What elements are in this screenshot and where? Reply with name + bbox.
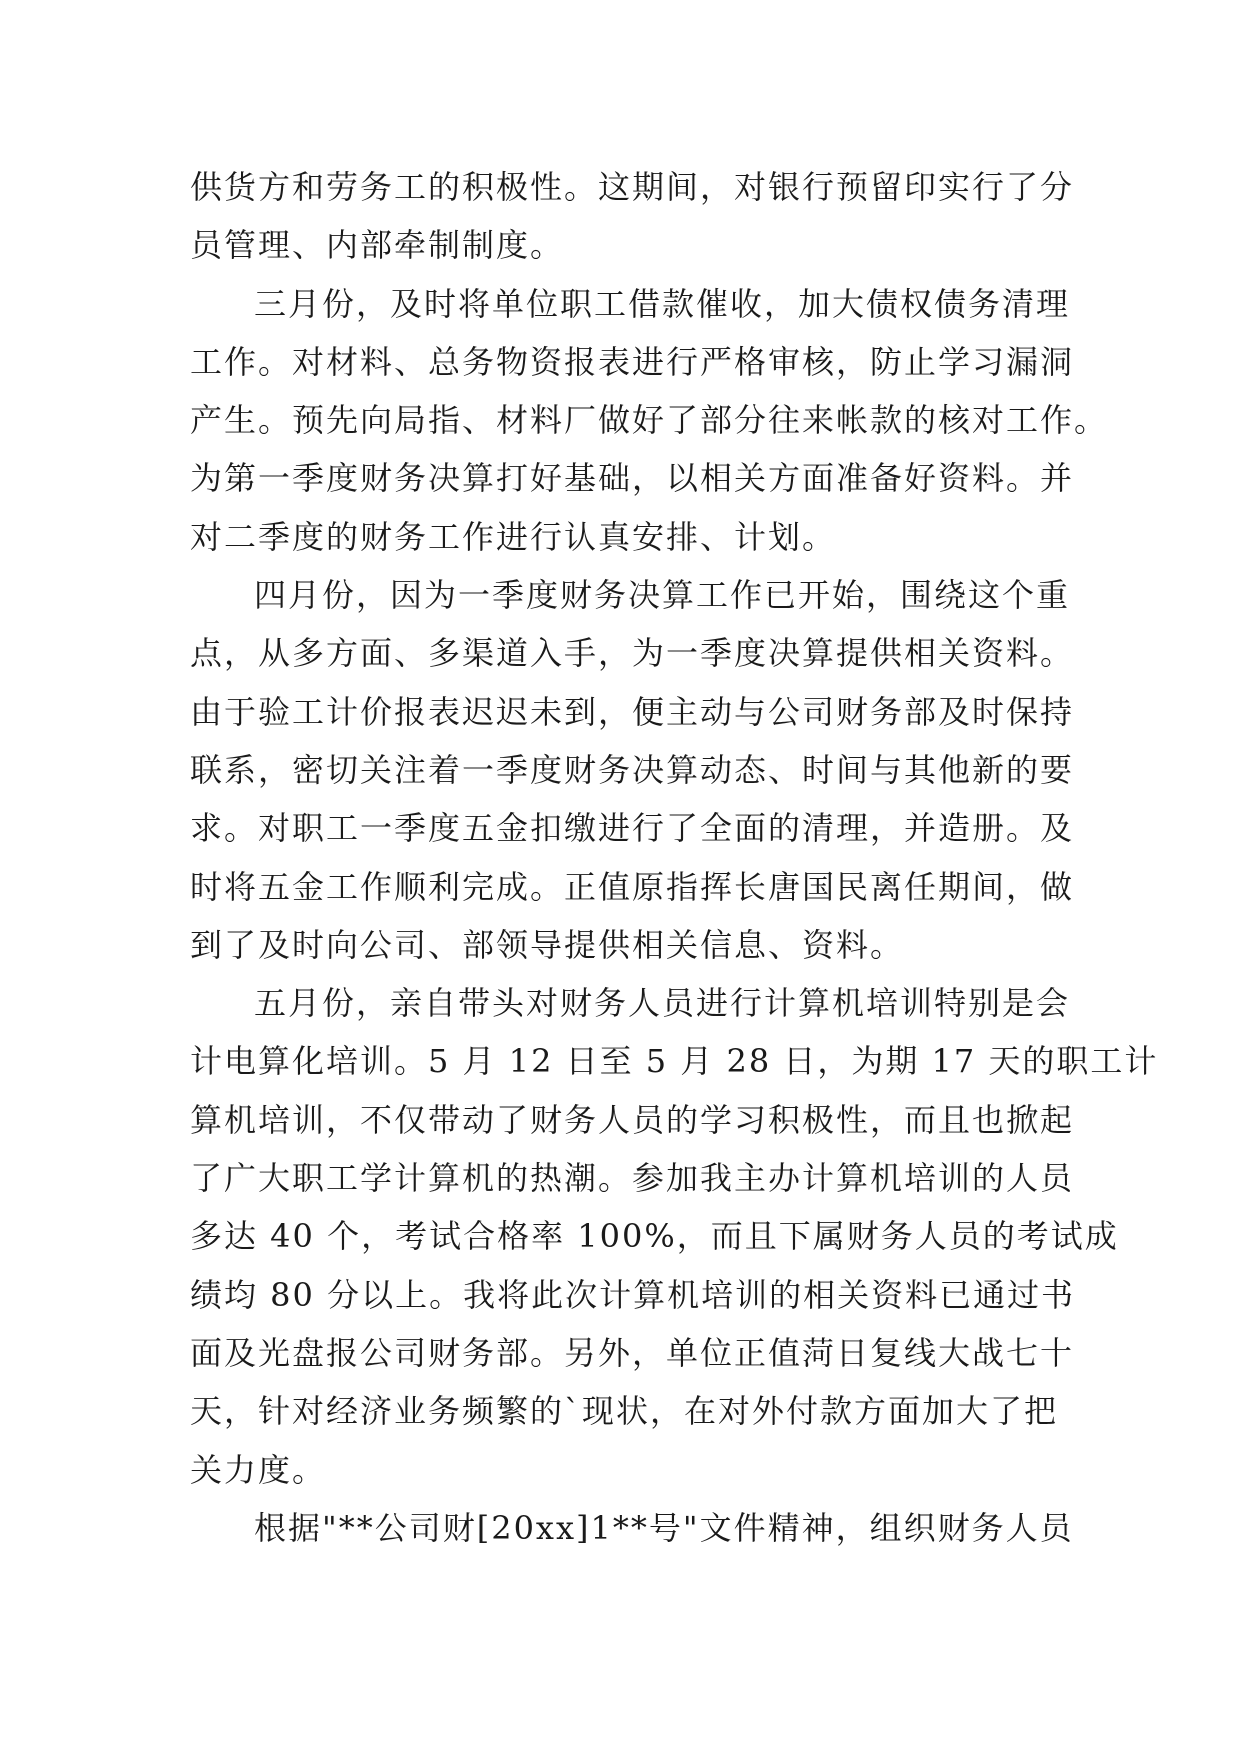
text-line: 计电算化培训。5 月 12 日至 5 月 28 日，为期 17 天的职工计 [190, 1042, 1159, 1081]
text-line: 了广大职工学计算机的热潮。参加我主办计算机培训的人员 [190, 1159, 1075, 1198]
text-line: 供货方和劳务工的积极性。这期间，对银行预留印实行了分 [190, 168, 1075, 206]
text-line: 求。对职工一季度五金扣缴进行了全面的清理，并造册。及 [190, 809, 1075, 848]
text-line: 为第一季度财务决算打好基础，以相关方面准备好资料。并 [190, 459, 1075, 498]
text-line: 员管理、内部牵制制度。 [190, 226, 565, 265]
text-line: 工作。对材料、总务物资报表进行严格审核，防止学习漏洞 [190, 342, 1075, 381]
text-line: 天，针对经济业务频繁的`现状，在对外付款方面加大了把 [190, 1392, 1059, 1431]
paragraph-start-line: 三月份，及时将单位职工借款催收，加大债权债务清理 [254, 284, 1071, 323]
text-line: 由于验工计价报表迟迟未到，便主动与公司财务部及时保持 [190, 692, 1075, 731]
paragraph-start-line: 根据"**公司财[20xx]1**号"文件精神，组织财务人员 [254, 1508, 1074, 1547]
text-line: 多达 40 个，考试合格率 100%，而且下属财务人员的考试成 [190, 1217, 1119, 1256]
paragraph-start-line: 四月份，因为一季度财务决算工作已开始，围绕这个重 [254, 576, 1071, 615]
text-line: 关力度。 [190, 1450, 327, 1489]
text-line: 点，从多方面、多渠道入手，为一季度决算提供相关资料。 [190, 634, 1075, 673]
text-line: 对二季度的财务工作进行认真安排、计划。 [190, 517, 837, 556]
text-line: 面及光盘报公司财务部。另外，单位正值菏日复线大战七十 [190, 1333, 1075, 1372]
text-line: 联系，密切关注着一季度财务决算动态、时间与其他新的要 [190, 750, 1075, 789]
text-line: 绩均 80 分以上。我将此次计算机培训的相关资料已通过书 [190, 1275, 1076, 1314]
text-line: 时将五金工作顺利完成。正值原指挥长唐国民离任期间，做 [190, 867, 1075, 906]
text-line: 算机培训，不仅带动了财务人员的学习积极性，而且也掀起 [190, 1100, 1075, 1139]
body-text [190, 158, 1159, 1557]
text-line: 到了及时向公司、部领导提供相关信息、资料。 [190, 925, 905, 964]
paragraph-start-line: 五月份，亲自带头对财务人员进行计算机培训特别是会 [254, 984, 1071, 1023]
text-line: 产生。预先向局指、材料厂做好了部分往来帐款的核对工作。 [190, 401, 1109, 440]
